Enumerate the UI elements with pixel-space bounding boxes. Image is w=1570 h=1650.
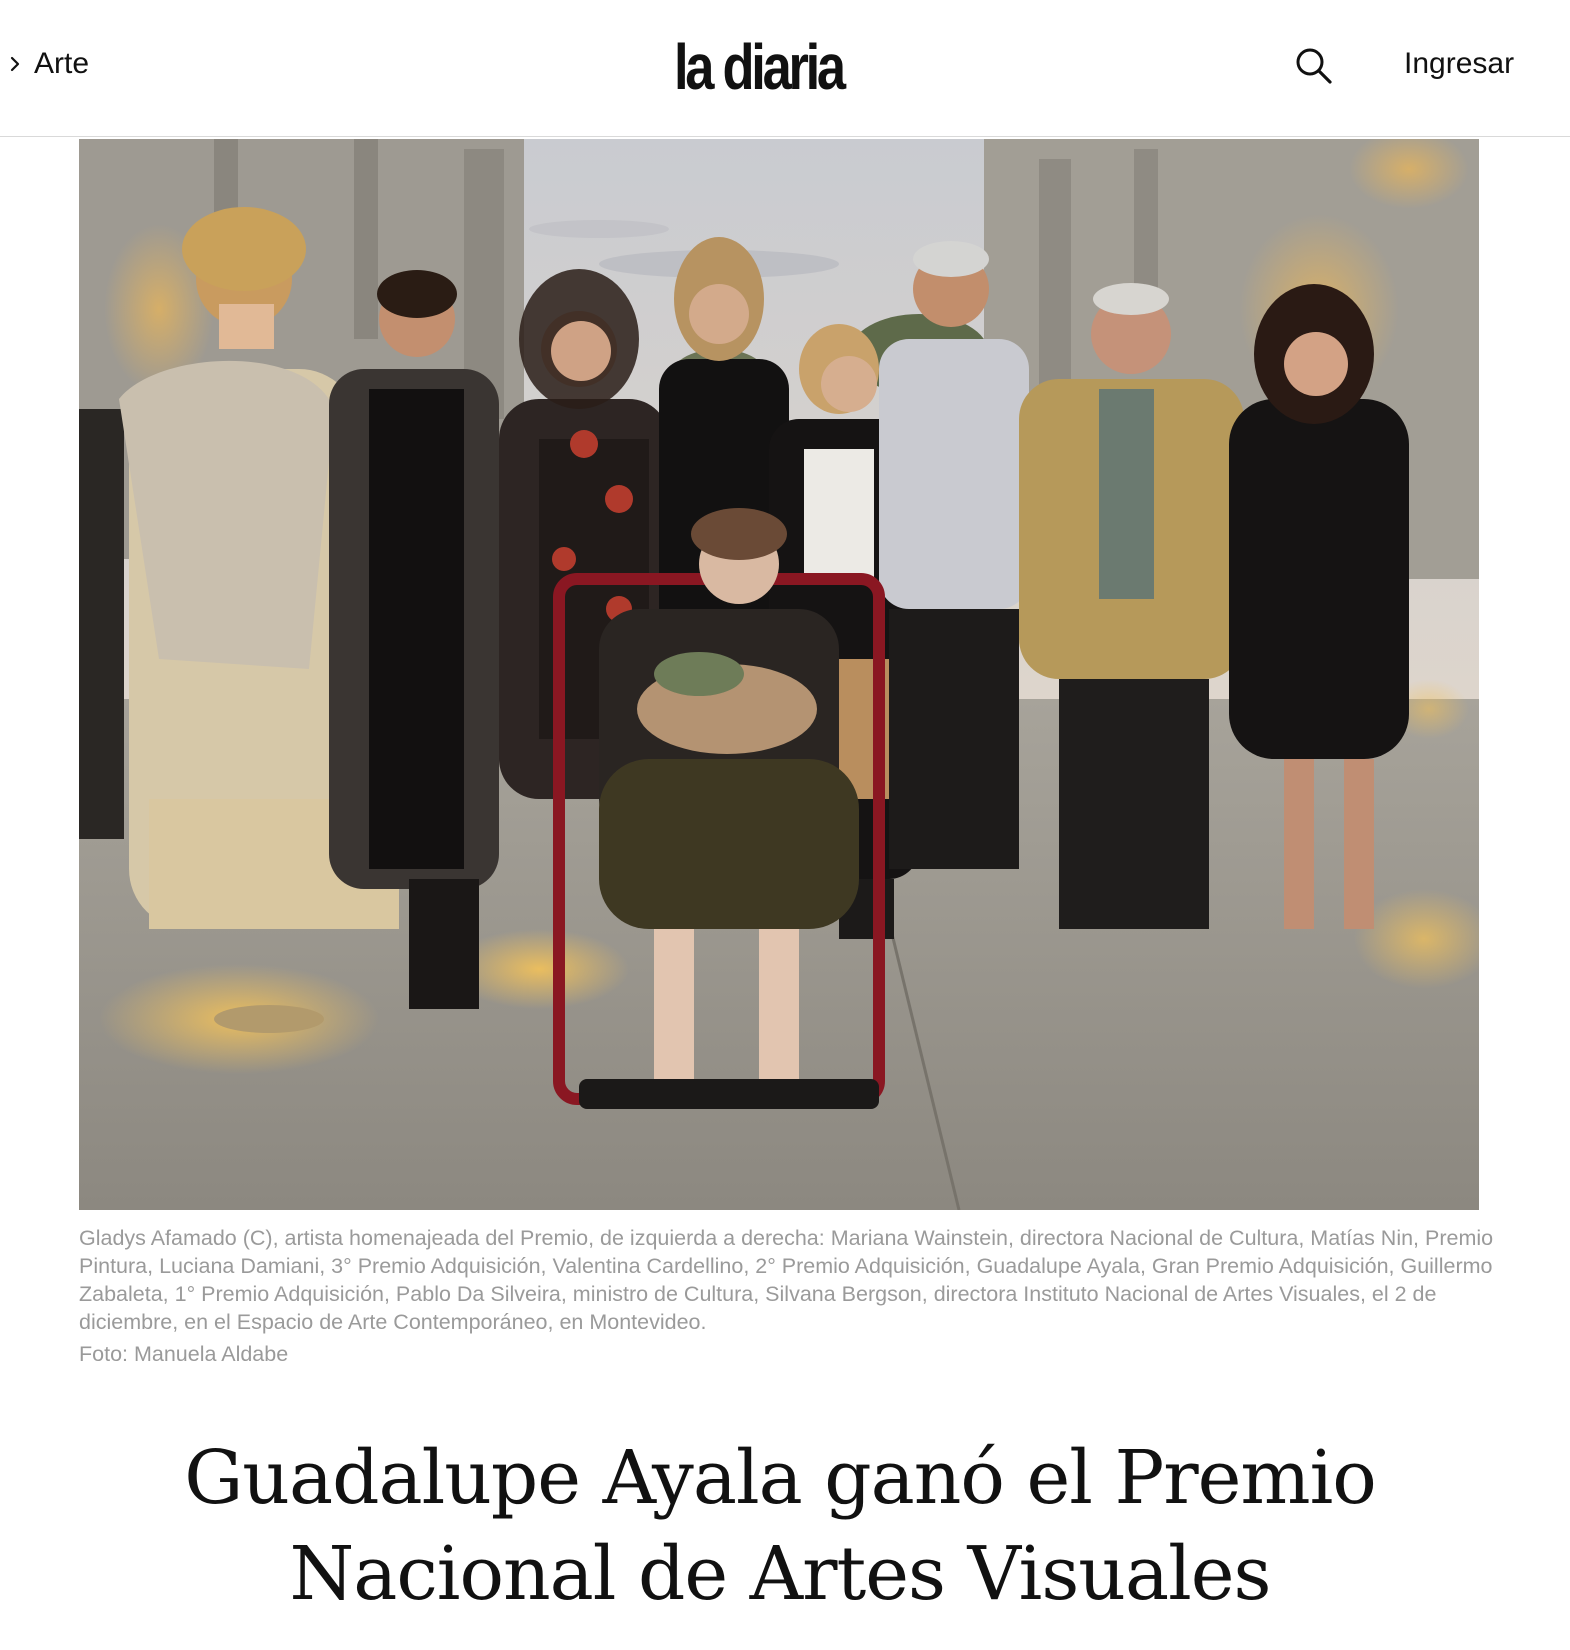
- search-icon: [1294, 46, 1334, 86]
- search-button[interactable]: [1294, 46, 1334, 86]
- article-photo: [79, 139, 1479, 1210]
- article-headline: Guadalupe Ayala ganó el Premio Nacional de Artes Visuales: [184, 1435, 1376, 1617]
- section-link-arte[interactable]: [10, 44, 89, 84]
- site-header: [0, 0, 1570, 137]
- group-photo-illustration: [79, 139, 1479, 1210]
- site-logo[interactable]: la diaria: [674, 31, 843, 103]
- section-label: Arte: [34, 47, 90, 80]
- photo-credit: Foto: Manuela Aldabe: [79, 1342, 289, 1366]
- chevron-right-icon: [10, 56, 20, 72]
- photo-caption: Gladys Afamado (C), artista homenajeada del Premio, de izquierda a derecha: Mariana Wainstein, directora Nacional de Cultura, Matías Nin, Premio Pintura, Luciana Damiani, 3° Premio Adquisición, Valentina Cardellino, 2° Premio Adquisición, Guadalupe Ayala, Gran Premio Adquisición, Guillermo Zabaleta, 1° Premio Adquisición, Pablo Da Silveira, ministro de Cultura, Silvana Bergson, directora Instituto Nacional de Artes Visuales, el 2 de diciembre, en el Espacio de Arte Contemporáneo, en Montevideo.: [79, 1226, 1494, 1334]
- login-link[interactable]: Ingresar: [1404, 47, 1515, 80]
